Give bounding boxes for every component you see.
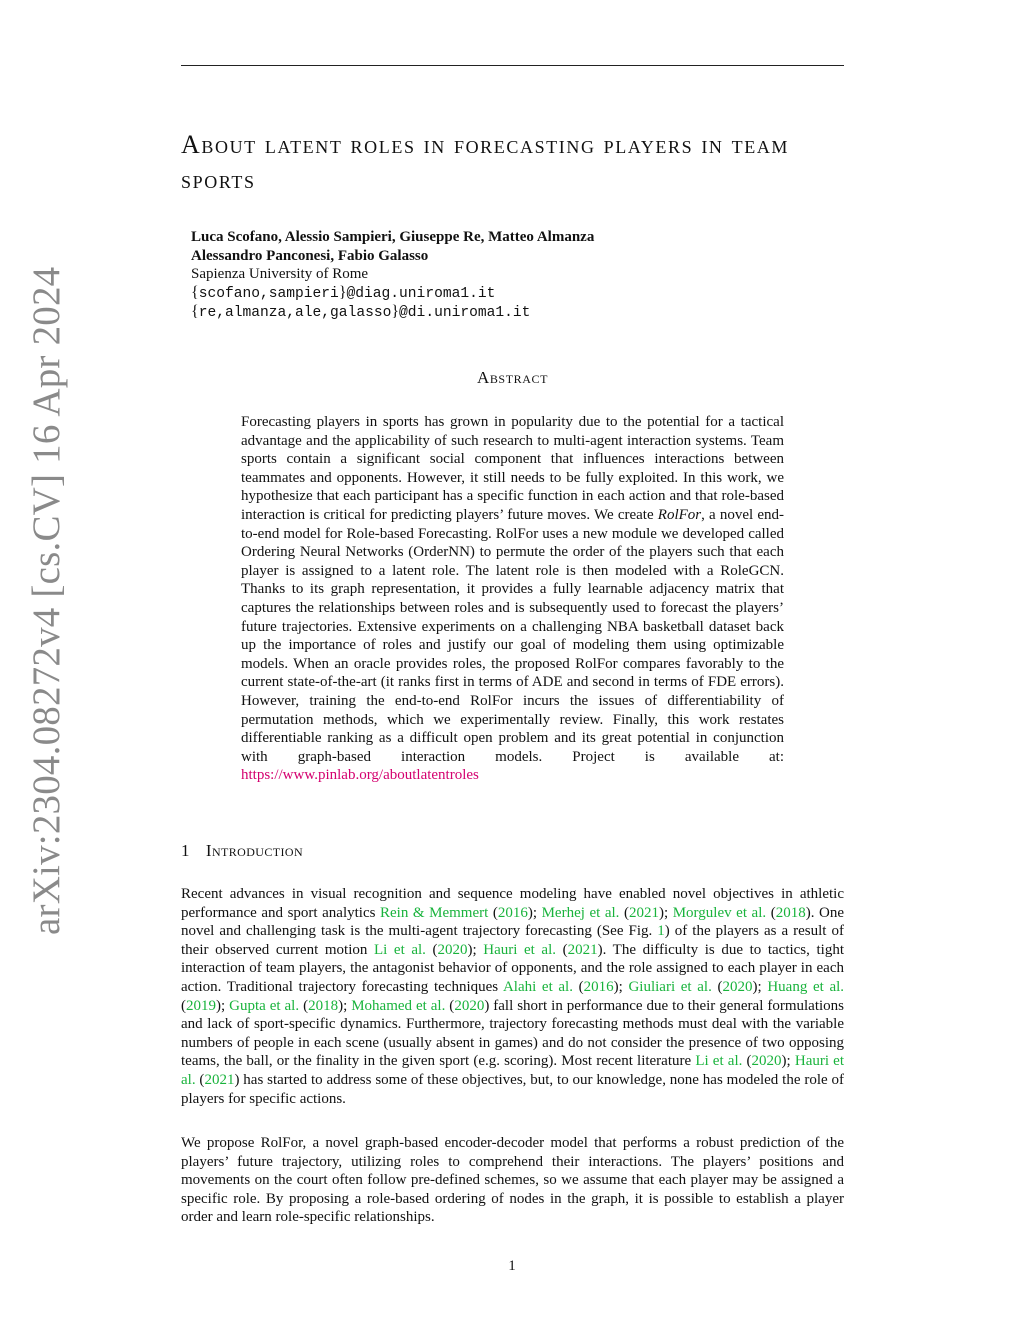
text: ( xyxy=(766,904,776,921)
section-title: Introduction xyxy=(205,841,304,860)
citation-year[interactable]: 2016 xyxy=(497,904,528,921)
citation[interactable]: Gupta et al. xyxy=(229,997,300,1014)
top-rule xyxy=(181,65,844,66)
text: ( xyxy=(195,1071,205,1088)
text: ). One novel and challenging task is the multi-agent trajectory forecasting (See Fig. xyxy=(181,904,844,940)
citation[interactable]: Morgulev et al. xyxy=(672,904,767,921)
citation[interactable]: Alahi et al. xyxy=(502,978,573,995)
citation-year[interactable]: 2020 xyxy=(751,1053,782,1070)
citation-year[interactable]: 2020 xyxy=(454,997,485,1014)
text: ( xyxy=(711,978,723,995)
text: ); xyxy=(781,1053,795,1070)
project-link[interactable]: https://www.pinlab.org/aboutlatentroles xyxy=(241,767,479,784)
text: ); xyxy=(613,978,629,995)
email-users-1: scofano,sampieri xyxy=(198,285,339,302)
text: ( xyxy=(425,941,438,958)
text: ); xyxy=(752,978,768,995)
text: ( xyxy=(619,904,629,921)
text: ) fall short in performance due to their general formulations and lack of sport-specific dynamics. Furthermore, trajectory forecasting methods must deal with the variable numbers of people in each scene (usually absent in games) and do not consider the presence of two opposing teams, the ball, or the finality in the given sport (e.g. scoring). Most recent literature xyxy=(181,997,844,1070)
citation-year[interactable]: 2019 xyxy=(186,997,216,1014)
citation[interactable]: Giuliari et al. xyxy=(628,978,712,995)
text: ) has started to address some of these objectives, but, to our knowledge, none has modeled the role of players for specific actions. xyxy=(181,1071,844,1107)
citation-year[interactable]: 2016 xyxy=(583,978,614,995)
author-line-2: Alessandro Panconesi, Fabio Galasso xyxy=(191,247,429,264)
citation-year[interactable]: 2020 xyxy=(437,941,468,958)
author-line-1: Luca Scofano, Alessio Sampieri, Giuseppe Re, Matteo Almanza xyxy=(191,229,595,245)
email-domain-1: @diag.uniroma1.it xyxy=(346,285,496,302)
text: ). The difficulty is due to tactics, tight interaction of team players, the antagonist behavior of opponents, and the role assigned to each player in each action. Traditional trajectory forecasting techniques xyxy=(181,941,844,995)
citation[interactable]: Huang et al. xyxy=(767,978,845,995)
citation-year[interactable]: 2018 xyxy=(308,997,339,1014)
citation[interactable]: Hauri et al. xyxy=(181,1053,844,1088)
citation[interactable]: Merhej et al. xyxy=(541,904,620,921)
figure-reference[interactable]: 1 xyxy=(657,923,665,940)
intro-paragraph-1 xyxy=(181,885,844,1108)
abstract-text xyxy=(241,413,784,785)
affiliation: Sapienza University of Rome xyxy=(191,266,369,283)
text: ) of the players as a result of their observed current motion xyxy=(181,923,844,958)
citation-year[interactable]: 2021 xyxy=(567,941,598,958)
text: ( xyxy=(488,904,498,921)
author-block xyxy=(191,228,831,323)
text: ( xyxy=(572,978,584,995)
text: Recent advances in visual recognition and sequence modeling have enabled novel objectives in athletic performance and sport analytics xyxy=(181,886,844,921)
citation[interactable]: Rein & Memmert xyxy=(380,904,489,921)
email-users-2: re,almanza,ale,galasso xyxy=(198,305,392,322)
citation[interactable]: Mohamed et al. xyxy=(351,997,446,1014)
paper-title: About latent roles in forecasting players in team sports xyxy=(181,130,790,194)
abstract-part-1: Forecasting players in sports has grown in popularity due to the potential for a tactical advantage and the applicability of such research to multi-agent interaction systems. Team sports contain a significant social component that influences interactions between teammates and opponents. However, it still needs to be fully exploited. In this work, we hypothesize that each participant has a specific function in each action and that role-based interaction is critical for predicting players’ future moves. We create xyxy=(241,414,784,523)
abstract-heading: Abstract xyxy=(476,368,549,387)
text: ); xyxy=(658,904,673,921)
section-heading-introduction xyxy=(181,841,303,861)
citation[interactable]: Li et al. xyxy=(695,1053,743,1070)
text: ); xyxy=(527,904,542,921)
page-number: 1 xyxy=(508,1258,516,1274)
citation-year[interactable]: 2021 xyxy=(628,904,659,921)
arxiv-identifier: arXiv:2304.08272v4 [cs.CV] 16 Apr 2024 xyxy=(25,266,68,935)
text: ); xyxy=(216,997,230,1014)
section-number: 1 xyxy=(181,841,190,860)
text: ( xyxy=(445,997,455,1014)
text: ); xyxy=(338,997,352,1014)
text: ( xyxy=(556,941,568,958)
abstract-part-2: , a novel end-to-end model for Role-based Forecasting. RolFor uses a new module we developed called Ordering Neural Networks (OrderNN) to permute the order of the players such that each player is assigned to a latent role. The latent role is then modeled with a RoleGCN. Thanks to its graph representation, it provides a fully learnable adjacency matrix that captures the relationships between roles and is subsequently used to forecast the players’ future trajectories. Extensive experiments on a challenging NBA basketball dataset back up the importance of roles and justify our goal of modeling them using optimizable models. When an oracle provides roles, the proposed RolFor compares favorably to the current state-of-the-art (it ranks first in terms of ADE and second in terms of FDE errors). However, training the end-to-end RolFor incurs the issues of differentiability of permutation methods, which we experimentally review. Finally, this work restates differentiable ranking as a difficult open problem and its great potential in conjunction with graph-based interaction models. Project is available at: xyxy=(241,506,784,765)
text: ( xyxy=(299,997,309,1014)
citation[interactable]: Hauri et al. xyxy=(483,941,557,958)
text: ( xyxy=(742,1053,752,1070)
citation-year[interactable]: 2018 xyxy=(775,904,806,921)
model-name: RolFor xyxy=(657,506,702,523)
citation-year[interactable]: 2021 xyxy=(204,1071,235,1088)
text: ( xyxy=(181,997,186,1014)
intro-paragraph-2: We propose RolFor, a novel graph-based encoder-decoder model that performs a robust prediction of the players’ future trajectory, utilizing roles to comprehend their interactions. The players’ positions and movements on the court often follow pre-defined schemes, so we assume that each player may be assigned a specific role. By proposing a role-based ordering of nodes in the graph, it is possible to establish a player order and learn role-specific relationships. xyxy=(181,1135,844,1226)
citation[interactable]: Li et al. xyxy=(373,941,426,958)
email-line-1: {scofano,sampieri}@diag.uniroma1.it xyxy=(191,283,496,302)
citation-year[interactable]: 2020 xyxy=(722,978,753,995)
email-domain-2: @di.uniroma1.it xyxy=(399,305,531,322)
text: ); xyxy=(467,941,484,958)
email-line-2: {re,almanza,ale,galasso}@di.uniroma1.it xyxy=(191,303,531,322)
